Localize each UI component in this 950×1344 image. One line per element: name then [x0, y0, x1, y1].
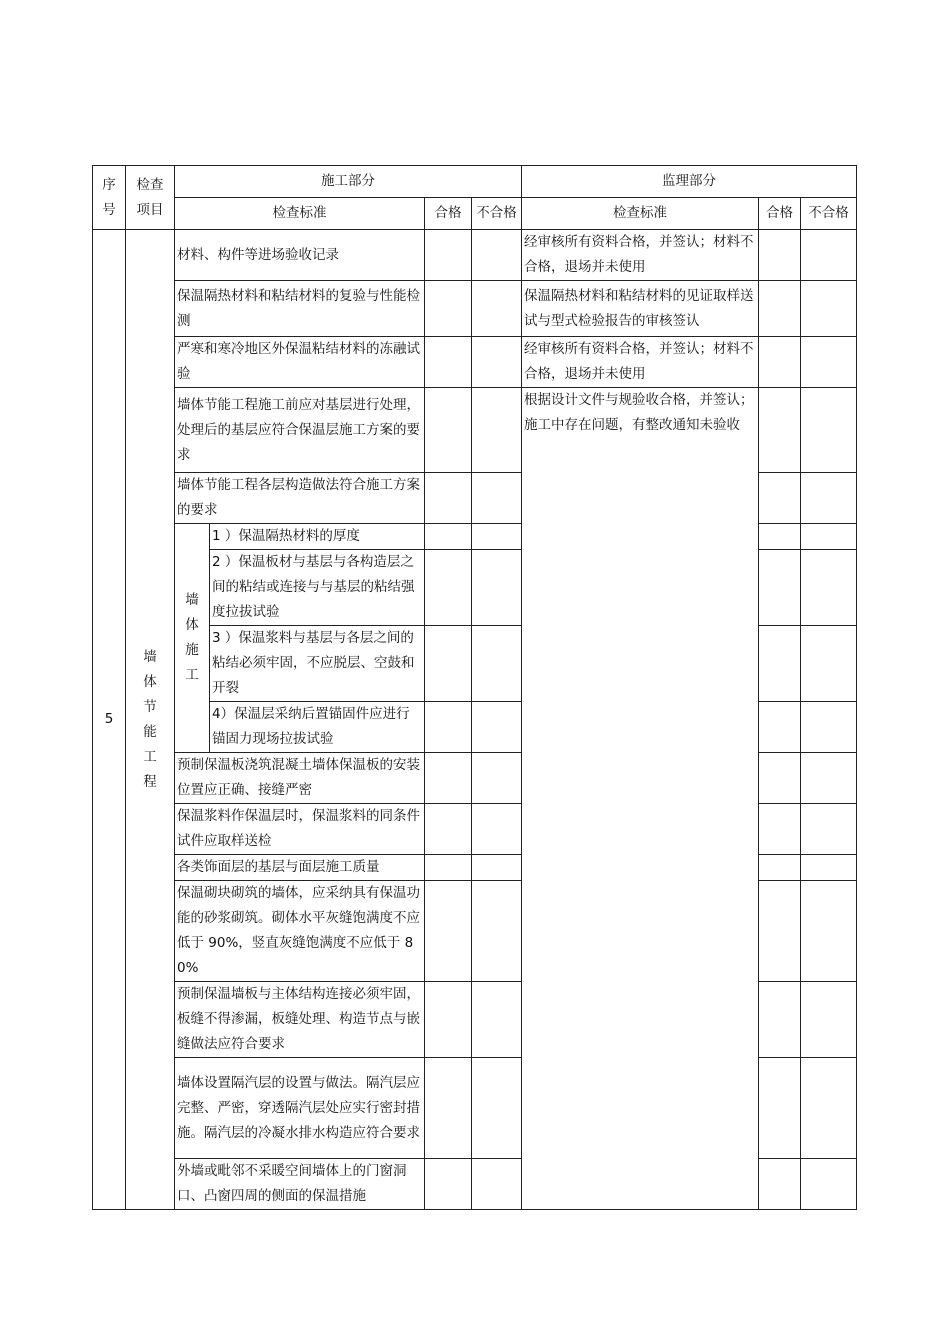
supervision-fail-cell[interactable]	[801, 702, 857, 753]
supervision-fail-cell[interactable]	[801, 1159, 857, 1210]
supervision-pass-cell[interactable]	[759, 626, 801, 702]
supervision-pass-cell[interactable]	[759, 388, 801, 473]
construction-standard: 墙体节能工程各层构造做法符合施工方案的要求	[175, 473, 425, 524]
supervision-fail-cell[interactable]	[801, 1058, 857, 1159]
pass-header: 合格	[425, 198, 472, 230]
pass-cell[interactable]	[425, 337, 472, 388]
supervision-fail-cell[interactable]	[801, 337, 857, 388]
construction-standard: 墙体设置隔汽层的设置与做法。隔汽层应完整、严密，穿透隔汽层处应实行密封措施。隔汽层的冷凝水排水构造应符合要求	[175, 1058, 425, 1159]
supervision-check-standard-header: 检查标准	[522, 198, 759, 230]
fail-cell[interactable]	[472, 982, 522, 1058]
seq-header: 序 号	[93, 166, 126, 230]
fail-cell[interactable]	[472, 804, 522, 855]
pass-cell[interactable]	[425, 753, 472, 804]
item-header: 检查 项目	[126, 166, 175, 230]
fail-cell[interactable]	[472, 337, 522, 388]
fail-header: 不合格	[472, 198, 522, 230]
pass-cell[interactable]	[425, 804, 472, 855]
supervision-pass-cell[interactable]	[759, 281, 801, 337]
construction-standard: 保温浆料作保温层时，保温浆料的同条件试件应取样送检	[175, 804, 425, 855]
construction-standard: 材料、构件等进场验收记录	[175, 230, 425, 281]
supervision-pass-cell[interactable]	[759, 855, 801, 881]
construction-standard: 2 ）保温板材与基层与各构造层之间的粘结或连接与与基层的粘结强度拉拔试验	[210, 550, 425, 626]
pass-cell[interactable]	[425, 550, 472, 626]
construction-part-header: 施工部分	[175, 166, 522, 198]
check-standard-header: 检查标准	[175, 198, 425, 230]
construction-standard: 3 ）保温浆料与基层与各层之间的粘结必须牢固，不应脱层、空鼓和开裂	[210, 626, 425, 702]
construction-standard: 严寒和寒冷地区外保温粘结材料的冻融试验	[175, 337, 425, 388]
fail-cell[interactable]	[472, 1058, 522, 1159]
supervision-standard: 经审核所有资料合格，并签认；材料不合格，退场并未使用	[522, 337, 759, 388]
pass-cell[interactable]	[425, 281, 472, 337]
supervision-pass-cell[interactable]	[759, 1058, 801, 1159]
supervision-fail-header: 不合格	[801, 198, 857, 230]
pass-cell[interactable]	[425, 230, 472, 281]
pass-cell[interactable]	[425, 1058, 472, 1159]
row-seq: 5	[93, 230, 126, 1210]
supervision-standard: 保温隔热材料和粘结材料的见证取样送试与型式检验报告的审核签认	[522, 281, 759, 337]
pass-cell[interactable]	[425, 626, 472, 702]
supervision-fail-cell[interactable]	[801, 388, 857, 473]
supervision-pass-cell[interactable]	[759, 550, 801, 626]
pass-cell[interactable]	[425, 855, 472, 881]
supervision-fail-cell[interactable]	[801, 550, 857, 626]
supervision-part-header: 监理部分	[522, 166, 857, 198]
pass-cell[interactable]	[425, 388, 472, 473]
supervision-fail-cell[interactable]	[801, 281, 857, 337]
supervision-pass-cell[interactable]	[759, 702, 801, 753]
fail-cell[interactable]	[472, 388, 522, 473]
supervision-fail-cell[interactable]	[801, 230, 857, 281]
fail-cell[interactable]	[472, 702, 522, 753]
construction-standard: 预制保温墙板与主体结构连接必须牢固，板缝不得渗漏，板缝处理、构造节点与嵌缝做法应符合要求	[175, 982, 425, 1058]
supervision-pass-cell[interactable]	[759, 982, 801, 1058]
pass-cell[interactable]	[425, 1159, 472, 1210]
fail-cell[interactable]	[472, 230, 522, 281]
fail-cell[interactable]	[472, 524, 522, 550]
supervision-standard: 经审核所有资料合格，并签认；材料不合格，退场并未使用	[522, 230, 759, 281]
supervision-pass-cell[interactable]	[759, 804, 801, 855]
fail-cell[interactable]	[472, 881, 522, 982]
supervision-pass-cell[interactable]	[759, 473, 801, 524]
supervision-pass-cell[interactable]	[759, 337, 801, 388]
pass-cell[interactable]	[425, 881, 472, 982]
construction-standard: 4）保温层采纳后置锚固件应进行锚固力现场拉拔试验	[210, 702, 425, 753]
fail-cell[interactable]	[472, 281, 522, 337]
supervision-pass-cell[interactable]	[759, 230, 801, 281]
supervision-fail-cell[interactable]	[801, 982, 857, 1058]
construction-standard: 预制保温板浇筑混凝土墙体保温板的安装位置应正确、接缝严密	[175, 753, 425, 804]
pass-cell[interactable]	[425, 524, 472, 550]
construction-standard: 保温隔热材料和粘结材料的复验与性能检测	[175, 281, 425, 337]
fail-cell[interactable]	[472, 1159, 522, 1210]
fail-cell[interactable]	[472, 473, 522, 524]
supervision-fail-cell[interactable]	[801, 524, 857, 550]
construction-standard: 1 ）保温隔热材料的厚度	[210, 524, 425, 550]
supervision-pass-header: 合格	[759, 198, 801, 230]
construction-standard: 各类饰面层的基层与面层施工质量	[175, 855, 425, 881]
supervision-fail-cell[interactable]	[801, 855, 857, 881]
pass-cell[interactable]	[425, 473, 472, 524]
supervision-pass-cell[interactable]	[759, 881, 801, 982]
fail-cell[interactable]	[472, 550, 522, 626]
inspection-table	[92, 165, 857, 1210]
pass-cell[interactable]	[425, 702, 472, 753]
wall-construction-group: 墙 体 施 工	[175, 524, 210, 753]
supervision-fail-cell[interactable]	[801, 626, 857, 702]
fail-cell[interactable]	[472, 753, 522, 804]
supervision-fail-cell[interactable]	[801, 473, 857, 524]
item-name: 墙 体 节 能 工 程	[126, 230, 175, 1210]
supervision-fail-cell[interactable]	[801, 753, 857, 804]
construction-standard: 保温砌块砌筑的墙体，应采纳具有保温功能的砂浆砌筑。砌体水平灰缝饱满度不应低于 90%，竖直灰缝饱满度不应低于 80%	[175, 881, 425, 982]
construction-standard: 墙体节能工程施工前应对基层进行处理，处理后的基层应符合保温层施工方案的要求	[175, 388, 425, 473]
fail-cell[interactable]	[472, 855, 522, 881]
fail-cell[interactable]	[472, 626, 522, 702]
supervision-fail-cell[interactable]	[801, 881, 857, 982]
supervision-pass-cell[interactable]	[759, 1159, 801, 1210]
supervision-fail-cell[interactable]	[801, 804, 857, 855]
pass-cell[interactable]	[425, 982, 472, 1058]
supervision-pass-cell[interactable]	[759, 753, 801, 804]
supervision-pass-cell[interactable]	[759, 524, 801, 550]
construction-standard: 外墙或毗邻不采暖空间墙体上的门窗洞口、凸窗四周的侧面的保温措施	[175, 1159, 425, 1210]
supervision-standard: 根据设计文件与规验收合格，并签认；施工中存在问题，有整改通知未验收	[522, 388, 759, 1210]
